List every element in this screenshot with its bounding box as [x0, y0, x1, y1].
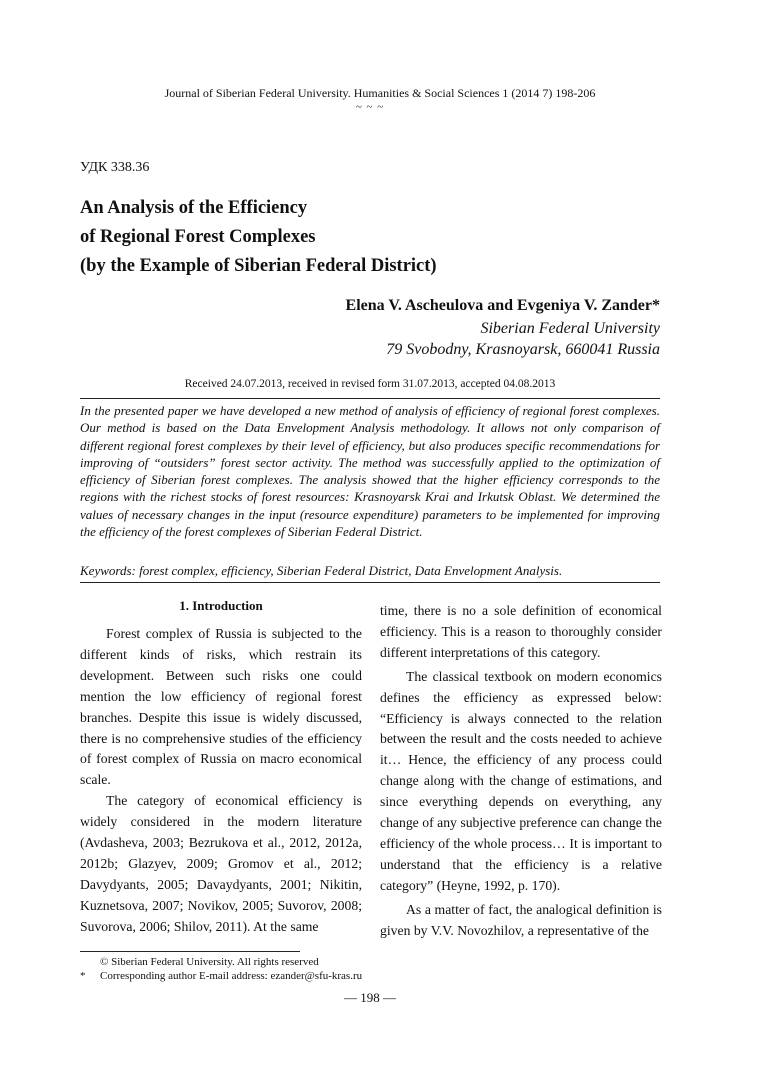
abstract-bottom-rule — [80, 582, 660, 583]
abstract: In the presented paper we have developed a new method of analysis of efficiency of regional forest complexes. Our method is based on the Data Envelopment Analysis methodology. It allows not only comparison of different regional forest complexes by their level of efficiency, but also produces specific recommendations for improving of “outsiders” forest sector activity. The method was successfully applied to the optimization of efficiency of Siberian forest complexes. The analysis showed that the higher efficiency corresponds to the regions with the richest stocks of forest resources: Krasnoyarsk Krai and Irkutsk Oblast. We determined the values of necessary changes in the input (resource expenditure) parameters to be implemented for improving the efficiency of the forest complexes of Siberian Federal District. — [80, 403, 660, 540]
paper-title — [80, 194, 437, 281]
footnote-copyright: © Siberian Federal University. All rights reserved — [100, 956, 319, 968]
affiliation-institution: Siberian Federal University — [480, 320, 660, 337]
left-column — [80, 624, 362, 938]
paragraph: time, there is no a sole definition of economical efficiency. This is a reason to thoroughly consider different interpretations of this category. — [380, 603, 662, 660]
received-dates: Received 24.07.2013, received in revised form 31.07.2013, accepted 04.08.2013 — [184, 378, 556, 390]
footnote-corresponding: * Corresponding author E-mail address: ezander@sfu-kras.ru — [80, 970, 363, 982]
affiliation-address: 79 Svobodny, Krasnoyarsk, 660041 Russia — [386, 341, 660, 358]
title-line-2: of Regional Forest Complexes — [80, 227, 316, 247]
paragraph: As a matter of fact, the analogical definition is given by V.V. Novozhilov, a representative of the — [380, 901, 662, 938]
keywords: Keywords: forest complex, efficiency, Siberian Federal District, Data Envelopment Analysis. — [80, 563, 563, 578]
title-line-3: (by the Example of Siberian Federal District) — [80, 256, 437, 276]
header-separator: ~ ~ ~ — [355, 101, 385, 113]
journal-header: Journal of Siberian Federal University. Humanities & Social Sciences 1 (2014 7) 198-206 — [164, 86, 596, 100]
authors: Elena V. Ascheulova and Evgeniya V. Zander* — [345, 297, 660, 314]
affiliation — [386, 318, 660, 360]
section-heading: 1. Introduction — [179, 598, 263, 613]
title-line-1: An Analysis of the Efficiency — [80, 198, 308, 218]
paragraph: The category of economical efficiency is widely considered in the modern literature (Avdasheva, 2003; Bezrukova et al., 2012, 2012a, 2012b; Glazyev, 2009; Gromov et al., 2012; Davydyants, 2005; Davaydyants, 2001; Nikitin, Kuznetsova, 2007; Novikov, 2005; Suvorov, 2008; Suvorova, 2006; Shilov, 2011). At the same — [80, 793, 362, 934]
abstract-top-rule — [80, 398, 660, 399]
footnote-rule — [80, 951, 300, 952]
udk-code: УДК 338.36 — [80, 160, 150, 175]
paragraph: The classical textbook on modern economics defines the efficiency as expressed below: “Efficiency is always connected to the relation between the result and the costs needed to achieve it… Hence, the efficiency of any process could change along with the change of estimations, and since everything depends on everything, any change of any subjective preference can change the efficiency of the whole process… It is important to understand that the efficiency is a relative category” (Heyne, 1992, p. 170). — [380, 668, 662, 893]
right-column — [380, 601, 662, 942]
paragraph: Forest complex of Russia is subjected to the different kinds of risks, which restrain its development. Between such risks one could mention the low efficiency of regional forest branches. Despite this issue is widely discussed, there is no comprehensive studies of the efficiency of forest complex of Russia on macro economical scale. — [80, 626, 362, 788]
page-number: — 198 — — [344, 990, 396, 1005]
